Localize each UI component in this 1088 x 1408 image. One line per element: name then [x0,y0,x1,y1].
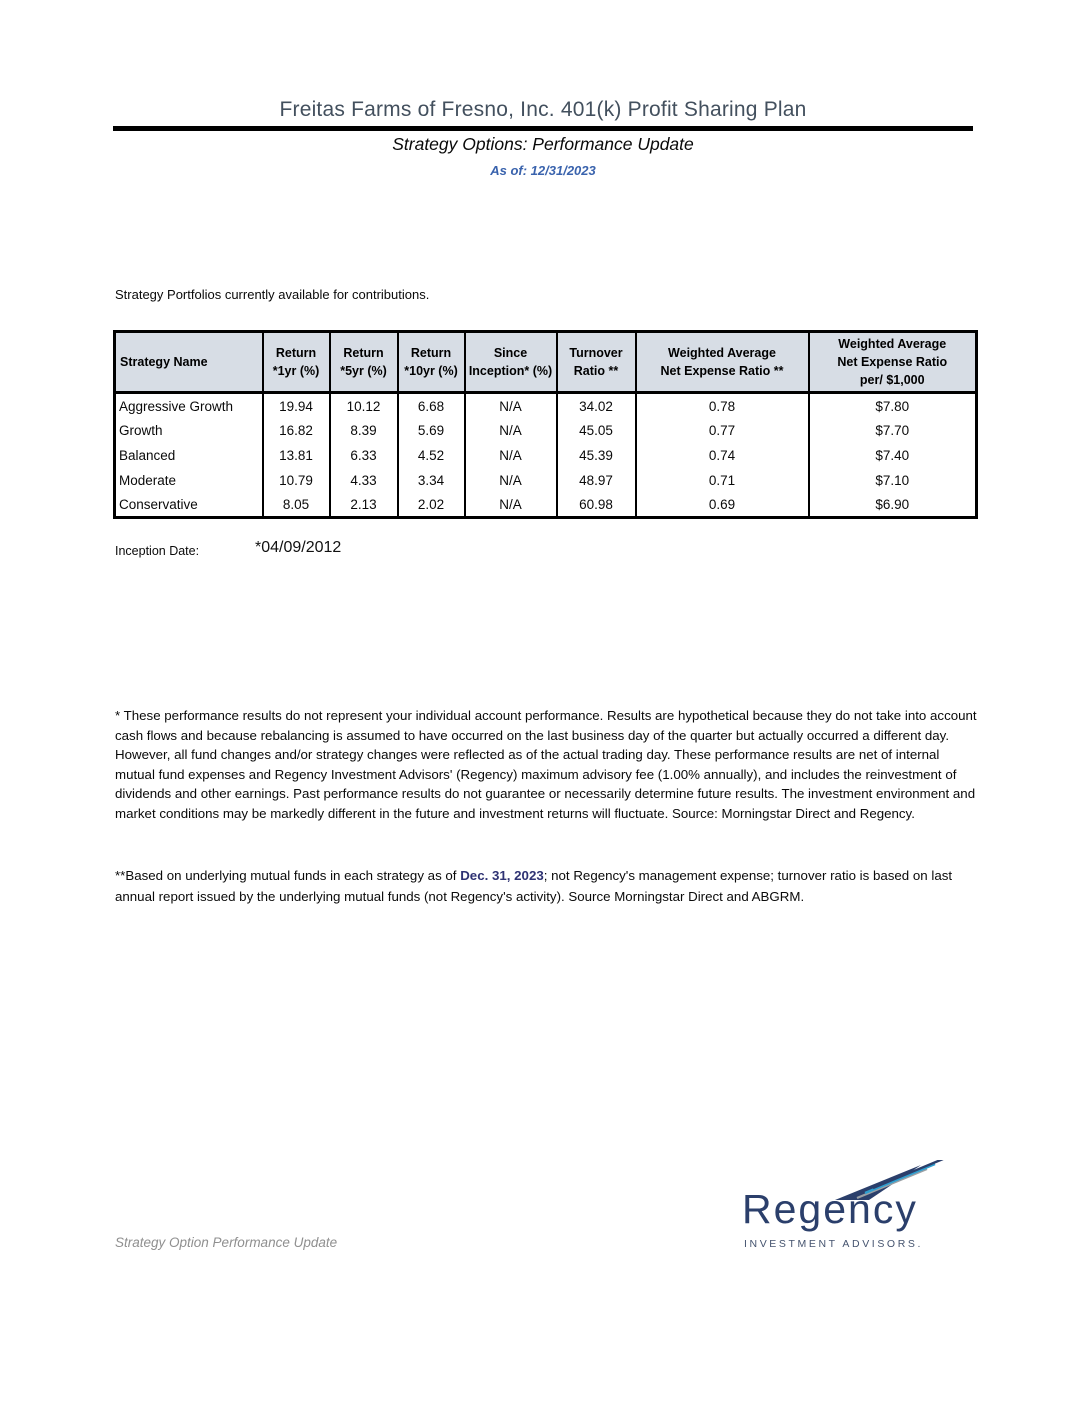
strategy-name-cell: Balanced [115,443,263,468]
header-strategy-name: Strategy Name [115,332,263,393]
title-divider [113,126,973,131]
return-1yr-cell: 10.79 [263,468,330,493]
turnover-ratio-cell: 45.05 [557,418,636,443]
turnover-disclaimer-prefix: **Based on underlying mutual funds in each strategy as of [115,868,461,883]
regency-logo [738,1158,953,1258]
intro-text: Strategy Portfolios currently available for contributions. [115,287,430,302]
strategy-name-cell: Conservative [115,493,263,518]
return-10yr-cell: 3.34 [398,468,465,493]
return-5yr-cell: 6.33 [330,443,398,468]
inception-date-label: Inception Date: [115,544,200,558]
as-of-date: As of: 12/31/2023 [490,163,596,178]
table-row [115,468,977,493]
weighted-avg-ner-cell: 0.78 [636,393,809,418]
weighted-avg-ner-cell: 0.71 [636,468,809,493]
ner-per-1000-cell: $7.10 [809,468,977,493]
return-10yr-cell: 4.52 [398,443,465,468]
header-return-1yr: Return *1yr (%) [263,332,330,393]
header-weighted-avg-ner: Weighted Average Net Expense Ratio ** [636,332,809,393]
footer-document-label: Strategy Option Performance Update [115,1235,338,1250]
since-inception-cell: N/A [465,468,557,493]
turnover-ratio-cell: 60.98 [557,493,636,518]
return-5yr-cell: 8.39 [330,418,398,443]
return-1yr-cell: 13.81 [263,443,330,468]
page-title: Freitas Farms of Fresno, Inc. 401(k) Profit Sharing Plan [279,98,807,121]
since-inception-cell: N/A [465,393,557,418]
table-row [115,493,977,518]
return-10yr-cell: 6.68 [398,393,465,418]
logo-wordmark: Regency [742,1186,918,1232]
strategy-name-cell: Growth [115,418,263,443]
inception-date-value: *04/09/2012 [255,539,342,556]
header-return-10yr: Return *10yr (%) [398,332,465,393]
ner-per-1000-cell: $7.40 [809,443,977,468]
return-1yr-cell: 19.94 [263,393,330,418]
performance-disclaimer: * These performance results do not represent your individual account performance. Results are hypothetical because they do not take into account cash flows and because rebalancing is assumed to have occurred on the last business day of the quarter but actually occurred a different day. However, all fund changes and/or strategy changes were reflected as of the actual trading day. These performance results are net of internal mutual fund expenses and Regency Investment Advisors' (Regency) maximum advisory fee (1.00% annually), and includes the reinvestment of dividends and other earnings. Past performance results do not guarantee or necessarily determine future results. The investment environment and market conditions may be markedly different in the future and investment returns will fluctuate. Source: Morningstar Direct and Regency. [115,708,977,821]
weighted-avg-ner-cell: 0.74 [636,443,809,468]
return-1yr-cell: 16.82 [263,418,330,443]
return-1yr-cell: 8.05 [263,493,330,518]
page-subtitle: Strategy Options: Performance Update [392,134,694,154]
return-5yr-cell: 4.33 [330,468,398,493]
since-inception-cell: N/A [465,418,557,443]
weighted-avg-ner-cell: 0.69 [636,493,809,518]
logo-tagline: INVESTMENT ADVISORS. [744,1238,923,1250]
turnover-ratio-cell: 45.39 [557,443,636,468]
return-10yr-cell: 2.02 [398,493,465,518]
ner-per-1000-cell: $6.90 [809,493,977,518]
header-since-inception: Since Inception* (%) [465,332,557,393]
weighted-avg-ner-cell: 0.77 [636,418,809,443]
header-return-5yr: Return *5yr (%) [330,332,398,393]
table-row [115,418,977,443]
since-inception-cell: N/A [465,443,557,468]
strategy-name-cell: Aggressive Growth [115,393,263,418]
return-5yr-cell: 2.13 [330,493,398,518]
turnover-disclaimer-date: Dec. 31, 2023 [460,868,544,883]
ner-per-1000-cell: $7.80 [809,393,977,418]
turnover-disclaimer-suffix: ; not Regency's management expense; turnover ratio is based on last annual report issued by the underlying mutual funds (not Regency's activity). Source Morningstar Direct and ABGRM. [115,868,953,904]
return-5yr-cell: 10.12 [330,393,398,418]
inception-date-row [115,539,615,560]
since-inception-cell: N/A [465,493,557,518]
header-turnover-ratio: Turnover Ratio ** [557,332,636,393]
header-weighted-avg-ner-per-1000: Weighted Average Net Expense Ratio per/ $1,000 [809,332,977,393]
return-10yr-cell: 5.69 [398,418,465,443]
turnover-ratio-cell: 34.02 [557,393,636,418]
performance-table [113,330,978,519]
turnover-disclaimer [115,865,981,907]
table-header-row [115,332,977,393]
strategy-name-cell: Moderate [115,468,263,493]
table-row [115,443,977,468]
ner-per-1000-cell: $7.70 [809,418,977,443]
turnover-ratio-cell: 48.97 [557,468,636,493]
table-row [115,393,977,418]
